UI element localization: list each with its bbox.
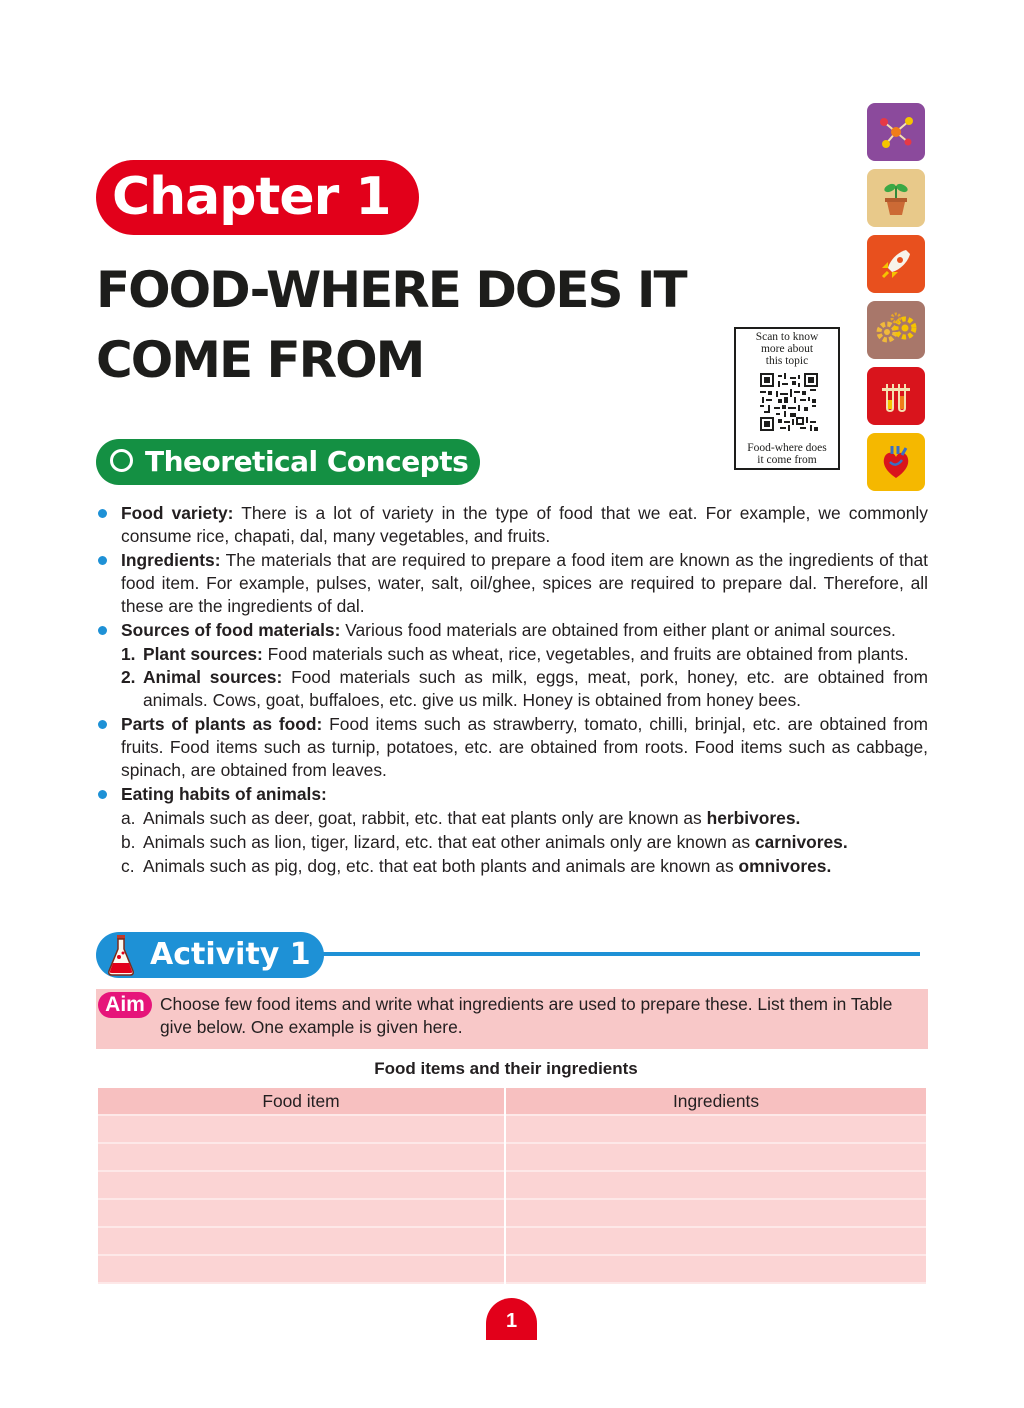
concepts-list bbox=[96, 502, 928, 879]
item-text: Food materials such as milk, eggs, meat, pork, honey, etc. are obtained from animals. Cows, goat, buffaloes, etc. give us milk. Honey is obtained from honey bees. bbox=[143, 667, 928, 710]
table-title: Food items and their ingredients bbox=[374, 1059, 638, 1078]
heart-organ-icon bbox=[867, 433, 925, 491]
concept-parts-of-plants bbox=[96, 713, 928, 782]
item-number: 2. bbox=[121, 667, 136, 687]
item-term: omnivores. bbox=[738, 856, 832, 876]
qr-code-icon[interactable] bbox=[760, 373, 818, 431]
concept-text: Food items such as strawberry, tomato, chilli, brinjal, etc. are obtained from fruits. Food items such as turnip, potatoes, etc. are obtained from roots. Food items such as cabbage, spinach, are obtained from leaves. bbox=[121, 714, 928, 780]
item-term: carnivores. bbox=[754, 832, 848, 852]
section-heading-text: Theoretical Concepts bbox=[145, 445, 469, 478]
qr-caption-bottom-2: it come from bbox=[757, 454, 817, 466]
aim-badge: Aim bbox=[98, 992, 152, 1018]
food-item-cell[interactable] bbox=[98, 1200, 504, 1228]
aim-text: Choose few food items and write what ingredients are used to prepare these. List them in Table give below. One example is given here. bbox=[160, 994, 893, 1037]
chapter-title-line2: COME FROM bbox=[96, 331, 424, 389]
food-item-cell[interactable] bbox=[98, 1144, 504, 1172]
bullet-icon bbox=[98, 790, 107, 799]
plant-pot-icon bbox=[867, 169, 925, 227]
header-food-item: Food item bbox=[98, 1088, 504, 1116]
flask-icon bbox=[106, 933, 136, 977]
plant-sources-item bbox=[96, 643, 928, 666]
item-letter: b. bbox=[121, 832, 136, 852]
food-item-cell[interactable] bbox=[98, 1116, 504, 1144]
item-text: Animals such as deer, goat, rabbit, etc. that eat plants only are known as bbox=[143, 808, 707, 828]
qr-caption-top-1: Scan to know bbox=[755, 331, 819, 343]
item-text: Animals such as pig, dog, etc. that eat both plants and animals are known as bbox=[143, 856, 739, 876]
ingredients-cell[interactable] bbox=[506, 1256, 926, 1284]
ingredients-cell[interactable] bbox=[506, 1228, 926, 1256]
chapter-title-line1: FOOD-WHERE DOES IT bbox=[96, 261, 686, 319]
item-letter: a. bbox=[121, 808, 136, 828]
chapter-title bbox=[96, 255, 716, 395]
food-item-cell[interactable] bbox=[98, 1172, 504, 1200]
table-row bbox=[98, 1200, 926, 1228]
header-ingredients: Ingredients bbox=[506, 1088, 926, 1116]
concept-eating-habits bbox=[96, 783, 928, 806]
activity-divider bbox=[300, 952, 920, 956]
section-heading bbox=[96, 439, 480, 485]
qr-caption-top-3: this topic bbox=[765, 355, 809, 367]
test-tubes-icon bbox=[867, 367, 925, 425]
ingredients-cell[interactable] bbox=[506, 1116, 926, 1144]
page-number: 1 bbox=[486, 1298, 537, 1340]
table-header-row bbox=[98, 1088, 926, 1116]
qr-caption-top-2: more about bbox=[760, 343, 814, 355]
qr-caption-bottom-1: Food-where does bbox=[747, 442, 827, 454]
item-number: 1. bbox=[121, 644, 136, 664]
bullet-icon bbox=[98, 720, 107, 729]
table-row bbox=[98, 1144, 926, 1172]
concept-label: Food variety: bbox=[121, 503, 234, 523]
ingredients-table bbox=[96, 1088, 928, 1284]
item-letter: c. bbox=[121, 856, 135, 876]
concept-sources bbox=[96, 619, 928, 642]
concept-text: Various food materials are obtained from either plant or animal sources. bbox=[340, 620, 896, 640]
item-label: Plant sources: bbox=[143, 644, 263, 664]
table-row bbox=[98, 1172, 926, 1200]
activity-heading: Activity 1 bbox=[96, 932, 324, 978]
carnivores-item bbox=[96, 831, 928, 854]
table-row bbox=[98, 1228, 926, 1256]
concept-label: Ingredients: bbox=[121, 550, 221, 570]
concept-label: Parts of plants as food: bbox=[121, 714, 323, 734]
aim-box bbox=[96, 989, 928, 1049]
animal-sources-item bbox=[96, 666, 928, 712]
ingredients-cell[interactable] bbox=[506, 1144, 926, 1172]
omnivores-item bbox=[96, 855, 928, 878]
table-row bbox=[98, 1256, 926, 1284]
concept-text: There is a lot of variety in the type of food that we eat. For example, we commonly consume rice, chapati, dal, many vegetables, and fruits. bbox=[121, 503, 928, 546]
herbivores-item bbox=[96, 807, 928, 830]
item-label: Animal sources: bbox=[143, 667, 283, 687]
concept-label: Sources of food materials: bbox=[121, 620, 341, 640]
concept-ingredients bbox=[96, 549, 928, 618]
molecule-icon bbox=[867, 103, 925, 161]
food-item-cell[interactable] bbox=[98, 1256, 504, 1284]
bullet-icon bbox=[98, 509, 107, 518]
food-item-cell[interactable] bbox=[98, 1228, 504, 1256]
ingredients-cell[interactable] bbox=[506, 1172, 926, 1200]
concept-label: Eating habits of animals: bbox=[121, 784, 327, 804]
concept-text: The materials that are required to prepare a food item are known as the ingredients of that food item. For example, pulses, water, salt, oil/ghee, spices are required to prepare dal. Therefore, all these are the ingredients of dal. bbox=[121, 550, 928, 616]
subject-icons-strip bbox=[867, 103, 925, 499]
bullet-icon bbox=[98, 556, 107, 565]
chapter-label: Chapter 1 bbox=[96, 160, 419, 235]
rocket-icon bbox=[867, 235, 925, 293]
item-text: Animals such as lion, tiger, lizard, etc. that eat other animals only are known as bbox=[143, 832, 755, 852]
concept-food-variety bbox=[96, 502, 928, 548]
table-row bbox=[98, 1116, 926, 1144]
qr-box bbox=[734, 327, 840, 470]
gears-icon bbox=[867, 301, 925, 359]
bullet-icon bbox=[98, 626, 107, 635]
item-text: Food materials such as wheat, rice, vegetables, and fruits are obtained from plants. bbox=[262, 644, 909, 664]
ingredients-cell[interactable] bbox=[506, 1200, 926, 1228]
item-term: herbivores. bbox=[706, 808, 801, 828]
circle-bullet-icon bbox=[110, 449, 133, 472]
